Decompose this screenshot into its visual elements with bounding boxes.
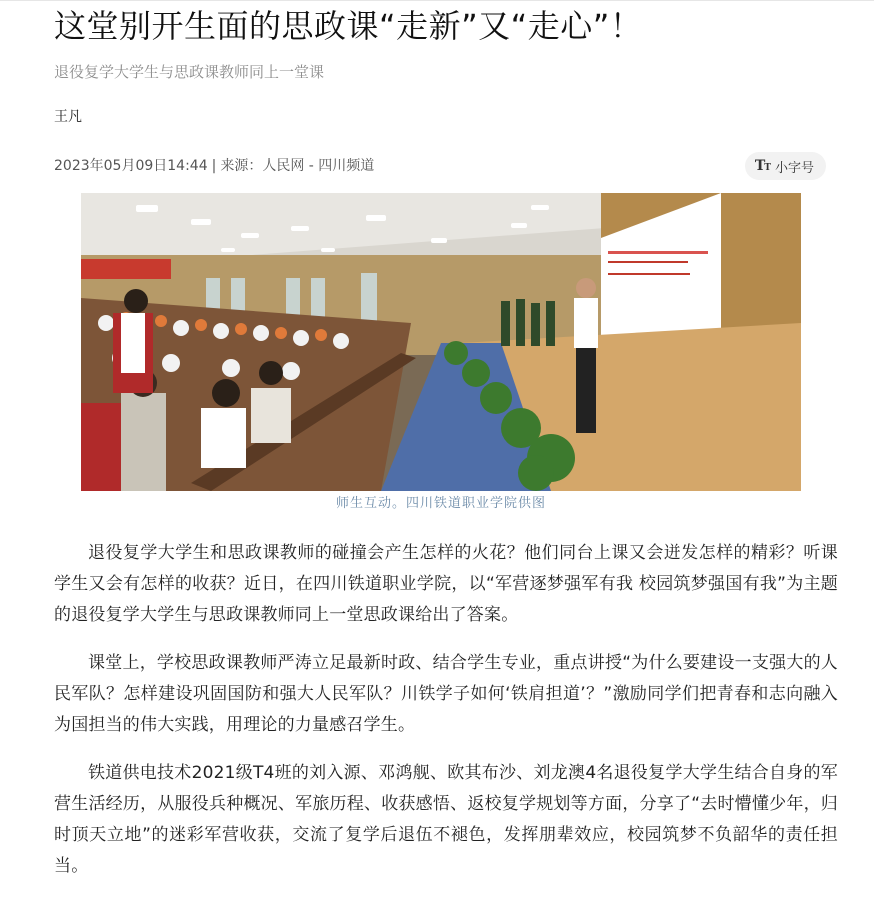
article-title: 这堂别开生面的思政课“走新”又“走心”！ xyxy=(54,7,643,45)
classroom-photo-illustration xyxy=(81,193,801,491)
meta-separator: | xyxy=(211,158,217,174)
source-label: 来源： xyxy=(220,158,263,174)
classroom-photo xyxy=(81,193,801,491)
article-body xyxy=(54,538,838,899)
font-size-button[interactable] xyxy=(745,152,826,180)
paragraph: 课堂上，学校思政课教师严涛立足最新时政、结合学生专业，重点讲授“为什么要建设一支强大的人民军队？怎样建设巩固国防和强大人民军队？川铁学子如何‘铁肩担道’？”激励同学们把青春和志向融入为国担当的伟大实践，用理论的力量感召学生。 xyxy=(54,653,838,735)
author-name: 王凡 xyxy=(54,109,82,125)
paragraph: 铁道供电技术2021级T4班的刘入源、邓鸿舰、欧其布沙、刘龙澳4名退役复学大学生结合自身的军营生活经历，从服役兵种概况、军旅历程、收获感悟、返校复学规划等方面，分享了“去时懵懂少年，归时顶天立地”的迷彩军营收获，交流了复学后退伍不褪色，发挥朋辈效应，校园筑梦不负韶华的责任担当。 xyxy=(54,763,838,876)
article-subtitle: 退役复学大学生与思政课教师同上一堂课 xyxy=(54,63,325,81)
font-size-button-label: 小字号 xyxy=(774,160,814,176)
photo-caption: 师生互动。四川铁道职业学院供图 xyxy=(335,496,546,511)
paragraph: 退役复学大学生和思政课教师的碰撞会产生怎样的火花？他们同台上课又会迸发怎样的精彩？听课学生又会有怎样的收获？近日，在四川铁道职业学院，以“军营逐梦强军有我 校园筑梦强国有我”为主题的退役复学大学生与思政课教师同上一堂思政课给出了答案。 xyxy=(54,543,838,625)
article-meta xyxy=(54,156,374,176)
publish-datetime: 2023年05月09日14:44 xyxy=(54,158,208,174)
text-size-icon: TT xyxy=(754,158,770,174)
top-divider xyxy=(0,0,874,1)
source-link[interactable]: 人民网 - 四川频道 xyxy=(262,158,375,174)
